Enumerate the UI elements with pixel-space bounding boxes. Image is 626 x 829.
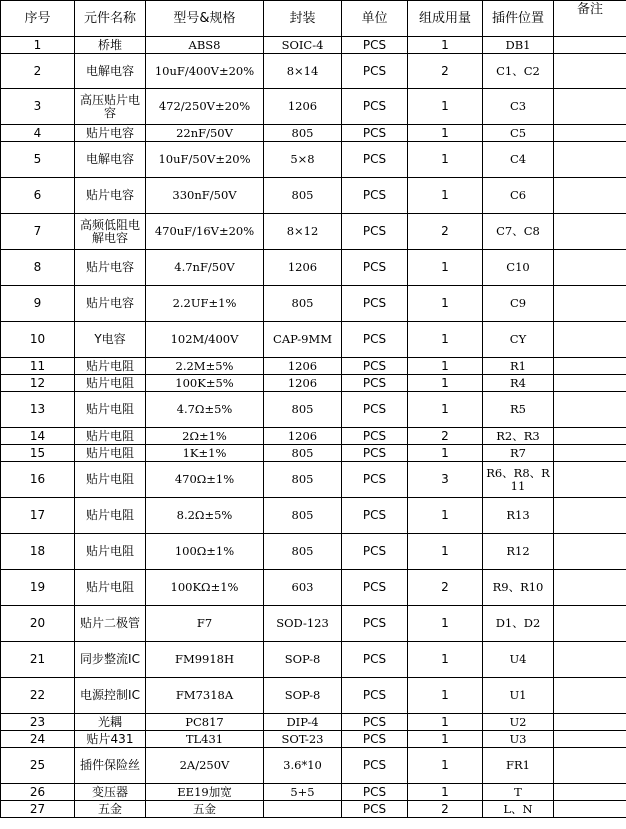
cell-remark	[554, 250, 626, 286]
cell-package: 8×12	[264, 214, 342, 250]
cell-unit: PCS	[342, 714, 408, 731]
cell-package: 805	[264, 392, 342, 428]
cell-model-spec: FM7318A	[146, 678, 264, 714]
cell-insert-position: R13	[483, 498, 554, 534]
cell-component-name: 贴片电阻	[75, 358, 146, 375]
cell-remark	[554, 358, 626, 375]
cell-model-spec: TL431	[146, 731, 264, 748]
cell-index: 8	[1, 250, 75, 286]
cell-package: SOP-8	[264, 678, 342, 714]
cell-insert-position: R2、R3	[483, 428, 554, 445]
cell-component-name: 桥堆	[75, 37, 146, 54]
cell-package: DIP-4	[264, 714, 342, 731]
cell-remark	[554, 125, 626, 142]
cell-unit: PCS	[342, 358, 408, 375]
cell-package: 805	[264, 498, 342, 534]
cell-insert-position: FR1	[483, 748, 554, 784]
cell-model-spec: 330nF/50V	[146, 178, 264, 214]
cell-index: 2	[1, 54, 75, 89]
cell-index: 10	[1, 322, 75, 358]
cell-model-spec: 10uF/50V±20%	[146, 142, 264, 178]
cell-quantity: 2	[408, 428, 483, 445]
cell-unit: PCS	[342, 784, 408, 801]
cell-remark	[554, 731, 626, 748]
cell-index: 5	[1, 142, 75, 178]
cell-index: 7	[1, 214, 75, 250]
cell-model-spec: 102M/400V	[146, 322, 264, 358]
cell-remark	[554, 570, 626, 606]
table-row	[1, 142, 626, 178]
cell-component-name: 贴片电阻	[75, 392, 146, 428]
cell-package: SOT-23	[264, 731, 342, 748]
cell-remark	[554, 642, 626, 678]
cell-unit: PCS	[342, 606, 408, 642]
cell-insert-position: U4	[483, 642, 554, 678]
cell-component-name: 贴片电阻	[75, 534, 146, 570]
header-unit: 单位	[342, 1, 408, 37]
cell-component-name: 贴片电容	[75, 286, 146, 322]
cell-unit: PCS	[342, 570, 408, 606]
cell-quantity: 1	[408, 731, 483, 748]
cell-insert-position: R1	[483, 358, 554, 375]
cell-insert-position: U1	[483, 678, 554, 714]
cell-unit: PCS	[342, 322, 408, 358]
cell-insert-position: C4	[483, 142, 554, 178]
cell-package: 8×14	[264, 54, 342, 89]
cell-index: 9	[1, 286, 75, 322]
cell-quantity: 2	[408, 54, 483, 89]
cell-remark	[554, 748, 626, 784]
cell-component-name: 变压器	[75, 784, 146, 801]
cell-index: 26	[1, 784, 75, 801]
cell-remark	[554, 142, 626, 178]
cell-insert-position: C10	[483, 250, 554, 286]
cell-unit: PCS	[342, 428, 408, 445]
cell-remark	[554, 784, 626, 801]
cell-index: 3	[1, 89, 75, 125]
cell-insert-position: C9	[483, 286, 554, 322]
table-row	[1, 445, 626, 462]
cell-quantity: 1	[408, 250, 483, 286]
cell-insert-position: R12	[483, 534, 554, 570]
cell-remark	[554, 89, 626, 125]
table-row	[1, 214, 626, 250]
cell-component-name: 同步整流IC	[75, 642, 146, 678]
table-row	[1, 322, 626, 358]
cell-unit: PCS	[342, 392, 408, 428]
cell-insert-position: C7、C8	[483, 214, 554, 250]
cell-insert-position: U3	[483, 731, 554, 748]
cell-quantity: 1	[408, 678, 483, 714]
cell-unit: PCS	[342, 286, 408, 322]
cell-unit: PCS	[342, 498, 408, 534]
cell-insert-position: CY	[483, 322, 554, 358]
cell-insert-position: R6、R8、R11	[483, 462, 554, 498]
cell-package: 3.6*10	[264, 748, 342, 784]
cell-insert-position: R4	[483, 375, 554, 392]
cell-unit: PCS	[342, 37, 408, 54]
cell-component-name: 电解电容	[75, 54, 146, 89]
cell-remark	[554, 498, 626, 534]
cell-index: 16	[1, 462, 75, 498]
table-row	[1, 178, 626, 214]
cell-index: 18	[1, 534, 75, 570]
cell-remark	[554, 322, 626, 358]
cell-component-name: 电解电容	[75, 142, 146, 178]
cell-package: 805	[264, 286, 342, 322]
table-row	[1, 534, 626, 570]
cell-quantity: 1	[408, 322, 483, 358]
cell-component-name: 五金	[75, 801, 146, 818]
cell-remark	[554, 801, 626, 818]
cell-remark	[554, 534, 626, 570]
cell-index: 4	[1, 125, 75, 142]
cell-component-name: 贴片电阻	[75, 445, 146, 462]
cell-package: 5+5	[264, 784, 342, 801]
cell-unit: PCS	[342, 678, 408, 714]
cell-insert-position: C3	[483, 89, 554, 125]
cell-component-name: 贴片二极管	[75, 606, 146, 642]
cell-quantity: 1	[408, 498, 483, 534]
cell-model-spec: 4.7nF/50V	[146, 250, 264, 286]
cell-insert-position: R7	[483, 445, 554, 462]
table-row	[1, 358, 626, 375]
cell-quantity: 1	[408, 178, 483, 214]
cell-quantity: 1	[408, 606, 483, 642]
cell-remark	[554, 428, 626, 445]
table-row	[1, 125, 626, 142]
cell-unit: PCS	[342, 178, 408, 214]
cell-unit: PCS	[342, 445, 408, 462]
cell-package: 603	[264, 570, 342, 606]
cell-unit: PCS	[342, 748, 408, 784]
cell-quantity: 3	[408, 462, 483, 498]
cell-unit: PCS	[342, 54, 408, 89]
table-row	[1, 748, 626, 784]
cell-package: SOD-123	[264, 606, 342, 642]
cell-quantity: 1	[408, 748, 483, 784]
cell-component-name: 贴片电阻	[75, 428, 146, 445]
cell-insert-position: R5	[483, 392, 554, 428]
header-index: 序号	[1, 1, 75, 37]
cell-index: 24	[1, 731, 75, 748]
cell-component-name: 电源控制IC	[75, 678, 146, 714]
cell-component-name: 贴片电阻	[75, 498, 146, 534]
cell-remark	[554, 462, 626, 498]
cell-model-spec: 470Ω±1%	[146, 462, 264, 498]
cell-component-name: 贴片电阻	[75, 462, 146, 498]
cell-index: 1	[1, 37, 75, 54]
table-row	[1, 392, 626, 428]
cell-remark	[554, 286, 626, 322]
cell-model-spec: 1K±1%	[146, 445, 264, 462]
cell-insert-position: T	[483, 784, 554, 801]
cell-remark	[554, 714, 626, 731]
cell-unit: PCS	[342, 731, 408, 748]
cell-remark	[554, 214, 626, 250]
cell-package: 5×8	[264, 142, 342, 178]
cell-package: 1206	[264, 89, 342, 125]
table-row	[1, 250, 626, 286]
cell-quantity: 1	[408, 714, 483, 731]
table-row	[1, 801, 626, 818]
cell-package: 1206	[264, 250, 342, 286]
cell-model-spec: 100K±5%	[146, 375, 264, 392]
header-component-name: 元件名称	[75, 1, 146, 37]
cell-quantity: 1	[408, 534, 483, 570]
cell-model-spec: 8.2Ω±5%	[146, 498, 264, 534]
cell-package: 805	[264, 445, 342, 462]
cell-unit: PCS	[342, 125, 408, 142]
cell-index: 23	[1, 714, 75, 731]
table-row	[1, 731, 626, 748]
cell-component-name: 贴片电容	[75, 250, 146, 286]
cell-insert-position: D1、D2	[483, 606, 554, 642]
cell-unit: PCS	[342, 375, 408, 392]
cell-unit: PCS	[342, 250, 408, 286]
cell-index: 27	[1, 801, 75, 818]
cell-index: 19	[1, 570, 75, 606]
cell-component-name: 贴片电容	[75, 178, 146, 214]
header-model-spec: 型号&规格	[146, 1, 264, 37]
cell-quantity: 1	[408, 142, 483, 178]
cell-quantity: 1	[408, 392, 483, 428]
cell-unit: PCS	[342, 142, 408, 178]
cell-model-spec: 100KΩ±1%	[146, 570, 264, 606]
cell-model-spec: 22nF/50V	[146, 125, 264, 142]
cell-component-name: 光耦	[75, 714, 146, 731]
table-row	[1, 784, 626, 801]
table-row	[1, 375, 626, 392]
cell-model-spec: EE19加宽	[146, 784, 264, 801]
table-row	[1, 570, 626, 606]
cell-model-spec: 2A/250V	[146, 748, 264, 784]
cell-component-name: 贴片电阻	[75, 375, 146, 392]
cell-package: 805	[264, 534, 342, 570]
cell-remark	[554, 375, 626, 392]
cell-quantity: 1	[408, 445, 483, 462]
header-package: 封装	[264, 1, 342, 37]
cell-index: 21	[1, 642, 75, 678]
cell-insert-position: C6	[483, 178, 554, 214]
table-row	[1, 462, 626, 498]
cell-quantity: 2	[408, 570, 483, 606]
cell-package: 805	[264, 178, 342, 214]
cell-index: 22	[1, 678, 75, 714]
cell-component-name: 插件保险丝	[75, 748, 146, 784]
cell-component-name: 贴片431	[75, 731, 146, 748]
cell-quantity: 1	[408, 358, 483, 375]
cell-unit: PCS	[342, 214, 408, 250]
cell-unit: PCS	[342, 534, 408, 570]
cell-package: SOP-8	[264, 642, 342, 678]
cell-unit: PCS	[342, 89, 408, 125]
cell-remark	[554, 178, 626, 214]
cell-remark	[554, 445, 626, 462]
cell-index: 6	[1, 178, 75, 214]
cell-quantity: 1	[408, 642, 483, 678]
cell-quantity: 1	[408, 37, 483, 54]
cell-insert-position: L、N	[483, 801, 554, 818]
cell-remark	[554, 37, 626, 54]
cell-index: 17	[1, 498, 75, 534]
cell-package: 1206	[264, 375, 342, 392]
cell-insert-position: C5	[483, 125, 554, 142]
cell-quantity: 1	[408, 375, 483, 392]
cell-model-spec: 2Ω±1%	[146, 428, 264, 445]
cell-model-spec: 2.2UF±1%	[146, 286, 264, 322]
cell-index: 12	[1, 375, 75, 392]
cell-package: CAP-9MM	[264, 322, 342, 358]
cell-index: 25	[1, 748, 75, 784]
cell-unit: PCS	[342, 801, 408, 818]
cell-package: 805	[264, 125, 342, 142]
cell-package: 1206	[264, 358, 342, 375]
cell-model-spec: 2.2M±5%	[146, 358, 264, 375]
table-row	[1, 642, 626, 678]
cell-unit: PCS	[342, 642, 408, 678]
cell-package: 1206	[264, 428, 342, 445]
cell-model-spec: PC817	[146, 714, 264, 731]
header-quantity: 组成用量	[408, 1, 483, 37]
cell-insert-position: DB1	[483, 37, 554, 54]
cell-insert-position: C1、C2	[483, 54, 554, 89]
table-row	[1, 37, 626, 54]
cell-remark	[554, 392, 626, 428]
header-remark: 备注	[554, 1, 626, 37]
cell-model-spec: 10uF/400V±20%	[146, 54, 264, 89]
cell-package	[264, 801, 342, 818]
cell-insert-position: U2	[483, 714, 554, 731]
cell-remark	[554, 678, 626, 714]
cell-remark	[554, 606, 626, 642]
cell-component-name: 贴片电阻	[75, 570, 146, 606]
cell-model-spec: 五金	[146, 801, 264, 818]
cell-insert-position: R9、R10	[483, 570, 554, 606]
cell-index: 15	[1, 445, 75, 462]
cell-model-spec: 100Ω±1%	[146, 534, 264, 570]
cell-model-spec: ABS8	[146, 37, 264, 54]
table-row	[1, 498, 626, 534]
table-row	[1, 89, 626, 125]
cell-index: 13	[1, 392, 75, 428]
header-insert-position: 插件位置	[483, 1, 554, 37]
cell-model-spec: F7	[146, 606, 264, 642]
cell-package: SOIC-4	[264, 37, 342, 54]
cell-index: 11	[1, 358, 75, 375]
table-row	[1, 286, 626, 322]
cell-index: 14	[1, 428, 75, 445]
cell-component-name: Y电容	[75, 322, 146, 358]
cell-component-name: 贴片电容	[75, 125, 146, 142]
cell-model-spec: 470uF/16V±20%	[146, 214, 264, 250]
table-row	[1, 678, 626, 714]
cell-quantity: 2	[408, 214, 483, 250]
cell-unit: PCS	[342, 462, 408, 498]
cell-quantity: 1	[408, 89, 483, 125]
cell-remark	[554, 54, 626, 89]
cell-quantity: 1	[408, 784, 483, 801]
cell-model-spec: 4.7Ω±5%	[146, 392, 264, 428]
cell-index: 20	[1, 606, 75, 642]
table-row	[1, 428, 626, 445]
table-row	[1, 714, 626, 731]
cell-component-name: 高频低阻电解电容	[75, 214, 146, 250]
cell-quantity: 1	[408, 125, 483, 142]
cell-component-name: 高压贴片电容	[75, 89, 146, 125]
cell-model-spec: FM9918H	[146, 642, 264, 678]
cell-quantity: 2	[408, 801, 483, 818]
header-row	[1, 1, 626, 37]
table-row	[1, 54, 626, 89]
table-row	[1, 606, 626, 642]
cell-package: 805	[264, 462, 342, 498]
cell-quantity: 1	[408, 286, 483, 322]
cell-model-spec: 472/250V±20%	[146, 89, 264, 125]
